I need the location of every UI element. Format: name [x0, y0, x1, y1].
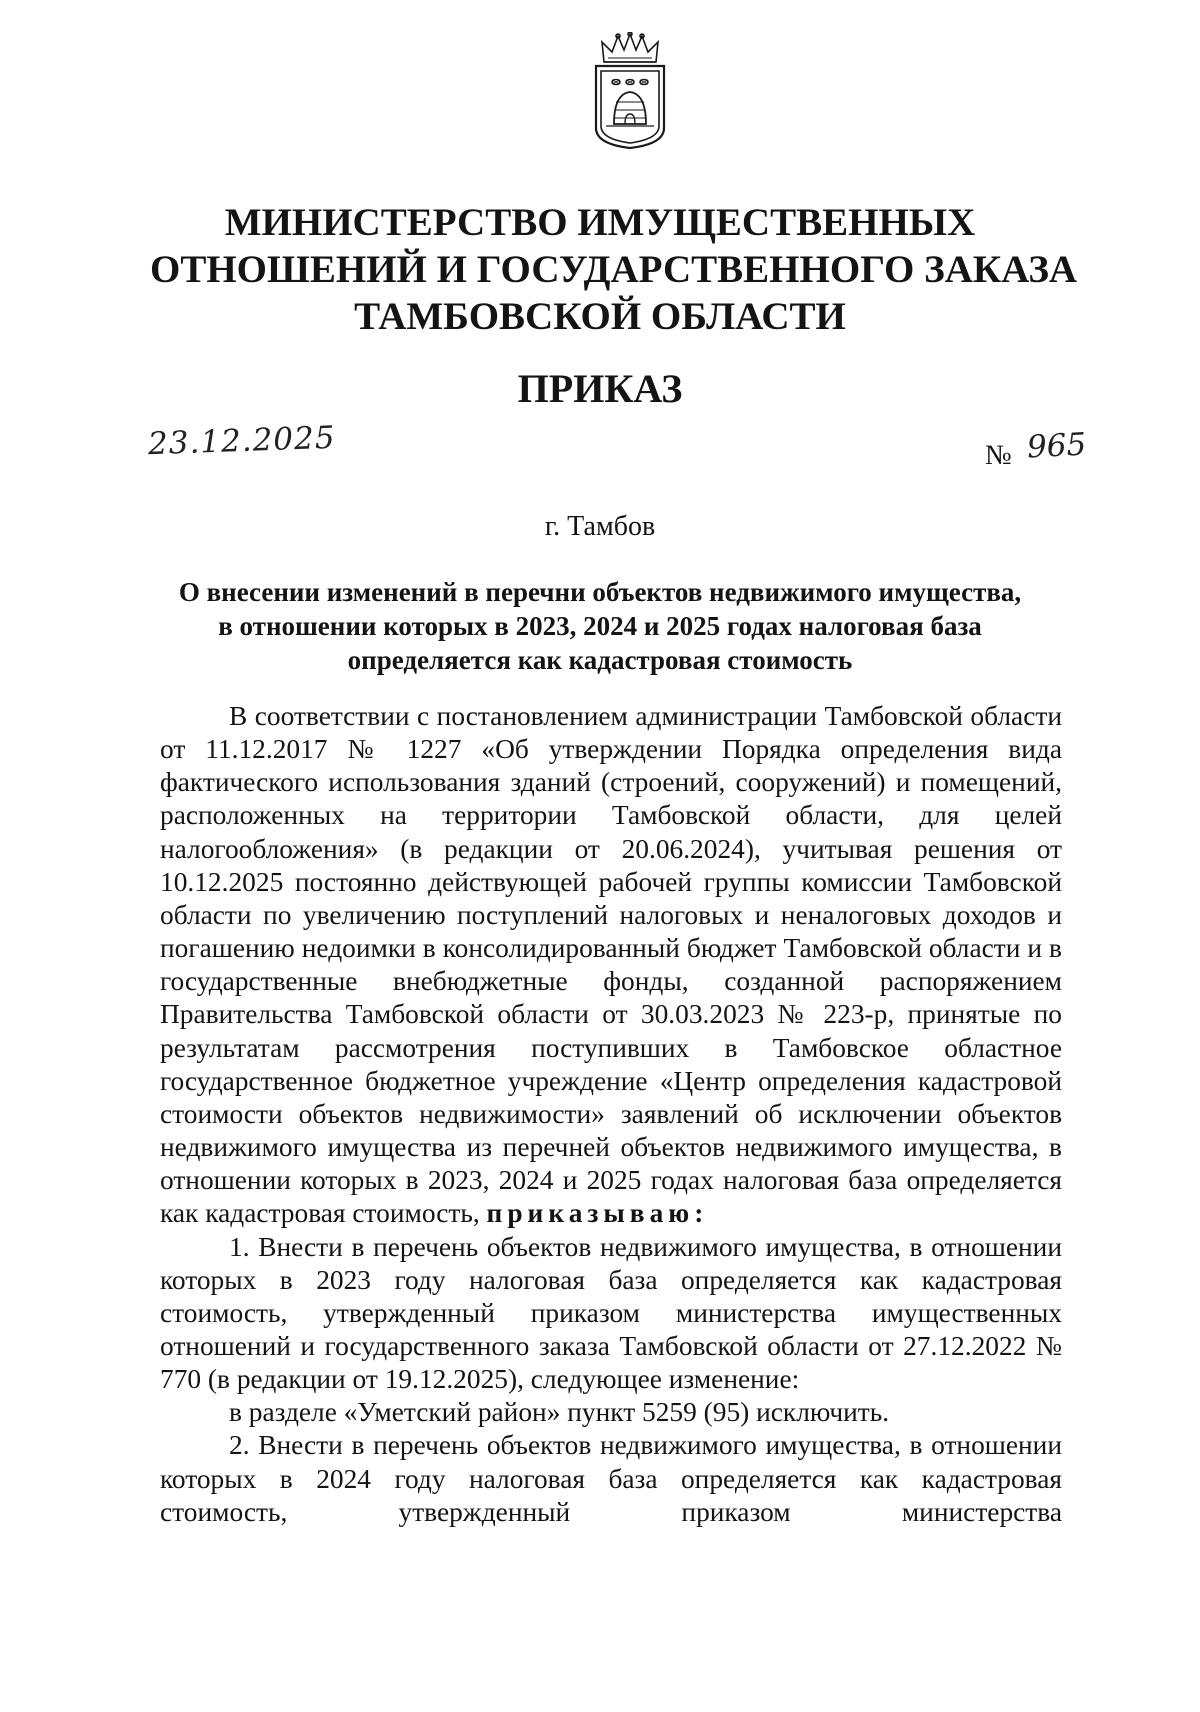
item-1-paragraph: 1. Внести в перечень объектов недвижимого имущества, в отношении которых в 2023 году налоговая база определяется как кадастровая стоимость, утвержденный приказом министерства имущественных отношений и государственного заказа Тамбовской области от 27.12.2022 № 770 (в редакции от 19.12.2025), следующее изменение:: [160, 1231, 1062, 1395]
ministry-line-2: ОТНОШЕНИЙ И ГОСУДАРСТВЕННОГО ЗАКАЗА: [150, 248, 1078, 291]
ministry-line-3: ТАМБОВСКОЙ ОБЛАСТИ: [354, 295, 846, 338]
order-title: [150, 575, 1050, 677]
preamble-text: В соответствии с постановлением администрации Тамбовской области от 11.12.2017 № 1227 «Об утверждении Порядка определения вида фактического использования зданий (строений, сооружений) и помещений, расположенных на территории Тамбовской области, для целей налогообложения» (в редакции от 20.06.2024), учитывая решения от 10.12.2025 постоянно действующей рабочей группы комиссии Тамбовской области по увеличению поступлений налоговых и неналоговых доходов и погашению недоимки в консолидированный бюджет Тамбовской области и в государственные внебюджетные фонды, созданной распоряжением Правительства Тамбовской области от 30.03.2023 № 223-р, принятые по результатам рассмотрения поступивших в Тамбовское областное государственное бюджетное учреждение «Центр определения кадастровой стоимости объектов недвижимости» заявлений об исключении объектов недвижимого имущества из перечней объектов недвижимого имущества, в отношении которых в 2023, 2024 и 2025 годах налоговая база определяется как кадастровая стоимость,: [160, 701, 1062, 1229]
ministry-line-1: МИНИСТЕРСТВО ИМУЩЕСТВЕННЫХ: [224, 201, 976, 244]
item-1-sub-paragraph: в разделе «Уметский район» пункт 5259 (95) исключить.: [229, 1397, 890, 1428]
order-body: [160, 700, 1062, 1529]
handwritten-number: 965: [1026, 426, 1088, 466]
number-sign: №: [985, 440, 1012, 471]
title-line-2: в отношении которых в 2023, 2024 и 2025 годах налоговая база: [218, 611, 982, 641]
city-label: г. Тамбов: [544, 511, 656, 542]
order-word: приказываю:: [486, 1198, 709, 1229]
handwritten-date: 23.12.2025: [147, 419, 337, 463]
title-line-3: определяется как кадастровая стоимость: [347, 645, 853, 675]
item-2-paragraph: 2. Внести в перечень объектов недвижимого имущества, в отношении которых в 2024 году налоговая база определяется как кадастровая стоимость, утвержденный приказом министерства: [160, 1430, 1062, 1527]
ministry-name: [150, 199, 1078, 340]
coat-of-arms-icon: [590, 32, 670, 150]
preamble-paragraph: [160, 700, 1062, 1231]
document-type: ПРИКАЗ: [517, 366, 683, 411]
title-line-1: О внесении изменений в перечни объектов недвижимого имущества,: [178, 577, 1022, 607]
